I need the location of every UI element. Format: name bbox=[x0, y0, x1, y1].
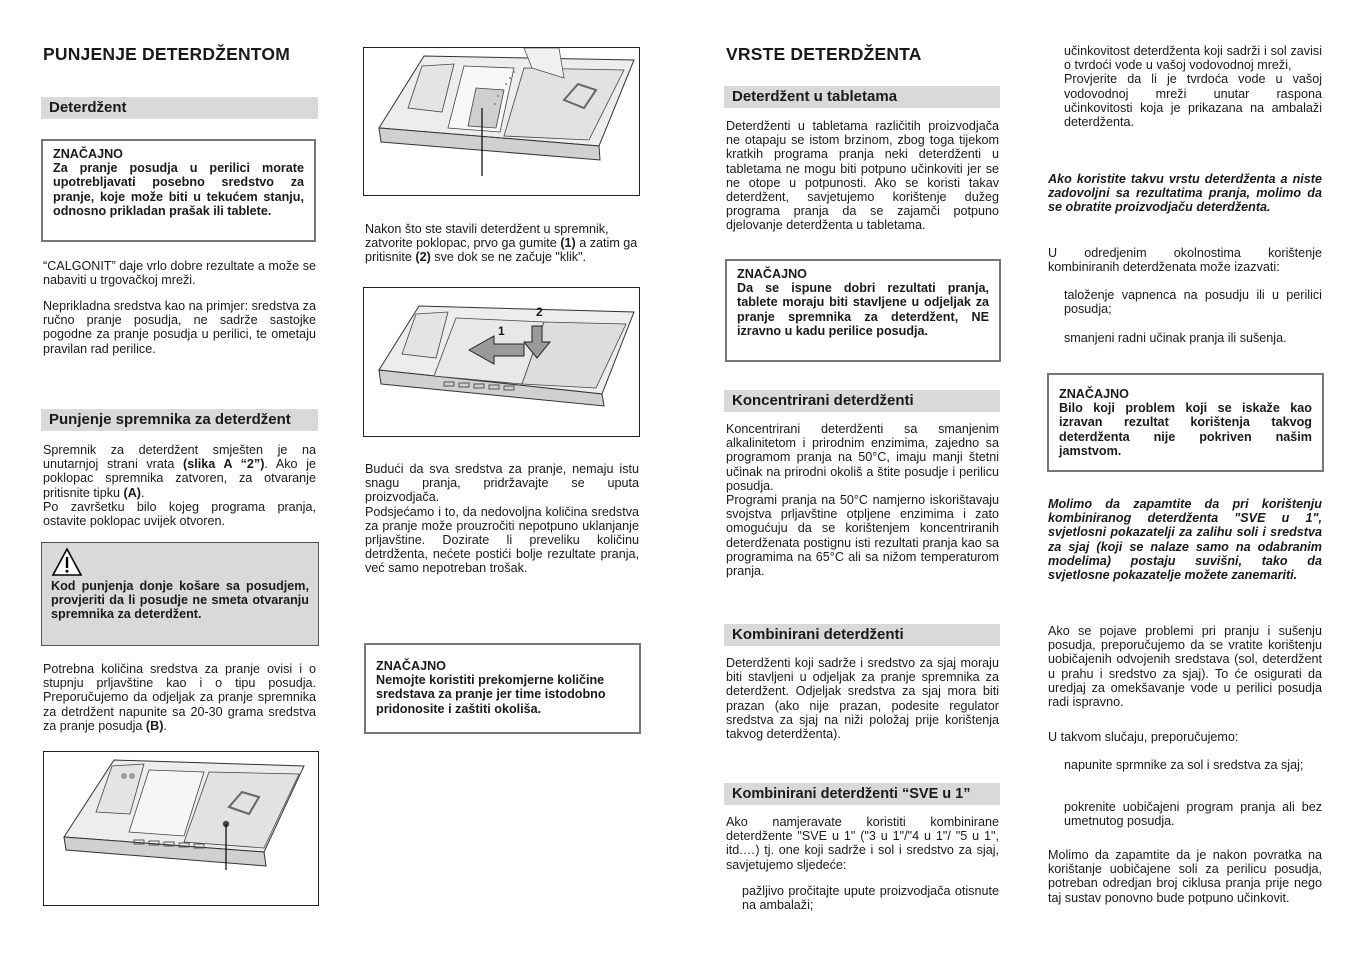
warning-text: Kod punjenja donje košare sa posudjem, provjeriti da li posudje ne smeta otvaranju spremnika za deterdžent. bbox=[51, 579, 309, 622]
section-header-all-in-one: Kombinirani deterdženti “SVE u 1” bbox=[724, 783, 1000, 805]
list-item-effectiveness: učinkovitost deterdženta koji sadrži i sol zavisi o tvrdoći vode u vašoj vodovodnoj mreži, Provjerite da li je tvrdoća vode u vašoj vodovodnoj mreži unutar raspona učinkovitosti koja je prikazana na ambalaži deterdženta. bbox=[1064, 44, 1322, 130]
list-item-fill-containers: napunite sprmnike za sol i sredstva za sjaj; bbox=[1064, 758, 1304, 772]
note-text: Za pranje posudja u perilici morate upotrebljavati posebno sredstvo za pranje, koje može biti u tekućem stanju, odnosno prikladan prašak ili tablete. bbox=[53, 161, 304, 218]
paragraph-close-lid: Nakon što ste stavili deterdžent u spremnik, zatvorite poklopac, prvo ga gumite (1) a zatim ga pritisnite (2) sve dok se ne začuje "klik". bbox=[365, 222, 638, 265]
paragraph-combined: Deterdženti koji sadrže i sredstvo za sjaj moraju biti stavljeni u odjeljak za pranje spremnika za deterdžent. Odjeljak sredstva za sjaj mora biti prazan (ako nije prazan, podesite regulator sredstva za sjaj na niži položaj prije korištenja takvog deterdženta). bbox=[726, 656, 999, 742]
page-title-left: PUNJENJE DETERDŽENTOM bbox=[43, 44, 290, 64]
paragraph-in-that-case: U takvom slučaju, preporučujemo: bbox=[1048, 730, 1239, 744]
list-item-reduced-performance: smanjeni radni učinak pranja ili sušenja. bbox=[1064, 331, 1287, 345]
paragraph-strength: Budući da sva sredstva za pranje, nemaju istu snagu pranja, pridržavajte se uputa proizvodjača. Podsjećamo i to, da nedovoljna količina sredstva za pranje može prouzročiti nepotpuno uklanjanje prljavštine. Dozirate li preveliku količinu detrdženta, nećete postići bolje rezultate pranja, već samo nepotreban trošak. bbox=[365, 462, 639, 576]
figure-label-2: 2 bbox=[536, 305, 543, 319]
section-header-filling: Punjenje spremnika za deterdžent bbox=[41, 409, 318, 431]
note-box-2 bbox=[364, 643, 641, 734]
warning-box bbox=[41, 542, 319, 646]
paragraph-concentrated: Koncentrirani deterdženti sa smanjenim alkalinitetom i prirodnim enzimima, zajedno sa programom pranja na 50°C, imaju manji štetni učinak na prirodni okoliš a štite posudje i perilicu posudja. Programi pranja na 50°C namjerno iskorištavaju svojstva prljavštine otpljene enzimima i zato omogućuju da se korištenjem koncentriranih deterdženata postignu isti rezultati pranja kao sa programima na 65°C ali sa nižom temperaturom pranja. bbox=[726, 422, 999, 579]
warning-triangle-icon bbox=[51, 547, 309, 579]
figure-label-1: 1 bbox=[498, 324, 505, 338]
note-title: ZNAČAJNO bbox=[376, 659, 446, 673]
section-header-detergent: Deterdžent bbox=[41, 97, 318, 119]
note-box-1 bbox=[41, 139, 316, 242]
page-title-right: VRSTE DETERDŽENTA bbox=[726, 44, 922, 64]
note-text: Bilo koji problem koji se iskaže kao izravan rezultat korištenja takvog deterdženta nije pokriven našim jamstvom. bbox=[1059, 401, 1312, 458]
list-item-run-program: pokrenite uobičajeni program pranja ali bez umetnutog posudja. bbox=[1064, 800, 1322, 829]
paragraph-unsuitable: Neprikladna sredstva kao na primjer: sredstva za ručno pranje posudja, ne sadrže sastojke pogodne za pranje posudja u perilici, te ometaju pravilan rad perilice. bbox=[43, 299, 316, 356]
note-box-4 bbox=[1047, 373, 1324, 472]
list-item-limescale: taloženje vapnenca na posudju ili u perilici posudja; bbox=[1064, 288, 1322, 317]
note-title: ZNAČAJNO bbox=[1059, 387, 1129, 401]
paragraph-amount: Potrebna količina sredstva za pranje ovisi i o stupnju prljavštine kao i o tipu posudja. Preporučujemo da odjeljak za pranje spremnika za detrdžent napunite sa 20-30 grama sredstva za pranje posudja (B). bbox=[43, 662, 316, 733]
note-box-3 bbox=[725, 259, 1001, 362]
paragraph-remember: Molimo da zapamtite da je nakon povratka na korištanje uobičajene soli za perilicu posudja, potreban odredjan broj ciklusa pranja prije nego taj sustav ponovno bude potpuno učinkovit. bbox=[1048, 848, 1322, 905]
note-text: Da se ispune dobri rezultati pranja, tablete moraju biti stavljene u odjeljak za pranje spremnika za deterdžent, NE izravno u kadu perilice posudja. bbox=[737, 281, 989, 338]
figure-dispenser-open bbox=[43, 751, 319, 906]
paragraph-indicator-lights: Molimo da zapamtite da pri korištenju kombiniranog deterdženta "SVE u 1", svjetlosni pokazatelji za zalihu soli i sredstva za sjaj (koji se nalaze samo na odabranim modelima) postaju suvišni, tako da svjetlosne pokazatelje možete zanemariti. bbox=[1048, 497, 1322, 583]
section-header-concentrated: Koncentrirani deterdženti bbox=[724, 390, 1000, 412]
list-item-read-instructions: pažljivo pročitajte upute proizvodjača otisnute na ambalaži; bbox=[742, 884, 999, 913]
note-text: Nemojte koristiti prekomjerne količine sredstava za pranje jer time istodobno pridonosite i zaštiti okoliša. bbox=[376, 673, 606, 716]
figure-detergent-pouring bbox=[363, 47, 640, 196]
paragraph-tablets: Deterdženti u tabletama različitih proizvodjača ne otapaju se istom brzinom, zbog toga tijekom kratkih programa pranja neki deterdženti u tabletama ne mogu biti potpuno učinkoviti jer se ne otope u potpunosti. Ako se koristi takav deterdžent, savjetujemo korištenje dužeg programa pranja da se zajamči potpuno djelovanje deterdženta u tabletama. bbox=[726, 119, 999, 233]
paragraph-location: Spremnik za deterdžent smješten je na unutarnjoj strani vrata (slika A “2”). Ako je poklopac spremnika zatvoren, za otvaranje pritisnite tipku (A). Po završetku bilo kojeg programa pranja, ostavite poklopac uvijek otvoren. bbox=[43, 443, 316, 529]
note-title: ZNAČAJNO bbox=[737, 267, 807, 281]
paragraph-problems: Ako se pojave problemi pri pranju i sušenju posudja, preporučujemo da se vratite korištenju uobičajenih odvojenih sredstava (sol, deterdžent u prahu i sredstvo za sjaj). To će osigurati da uredjaj za omekšavanje vode u perilici posudja radi ispravno. bbox=[1048, 624, 1322, 710]
figure-closing-lid bbox=[363, 287, 640, 437]
paragraph-not-satisfied: Ako koristite takvu vrstu deterdženta a niste zadovoljni sa rezultatima pranja, molimo da se obratite proizvodjaču deterdženta. bbox=[1048, 172, 1322, 215]
section-header-tablets: Deterdžent u tabletama bbox=[724, 86, 1000, 108]
note-title: ZNAČAJNO bbox=[53, 147, 123, 161]
paragraph-circumstances: U odredjenim okolnostima korištenje kombiniranih deterdženata može izazvati: bbox=[1048, 246, 1322, 275]
paragraph-calgonit: “CALGONIT” daje vrlo dobre rezultate a može se nabaviti u trgovačkoj mreži. bbox=[43, 259, 316, 288]
paragraph-all-in-one: Ako namjeravate koristiti kombinirane deterdžente "SVE u 1" ("3 u 1"/"4 u 1"/ "5 u 1", itd.…) tj. one koji sadrže i sol i sredstvo za sjaj, savjetujemo sljedeće: bbox=[726, 815, 999, 872]
section-header-combined: Kombinirani deterdženti bbox=[724, 624, 1000, 646]
